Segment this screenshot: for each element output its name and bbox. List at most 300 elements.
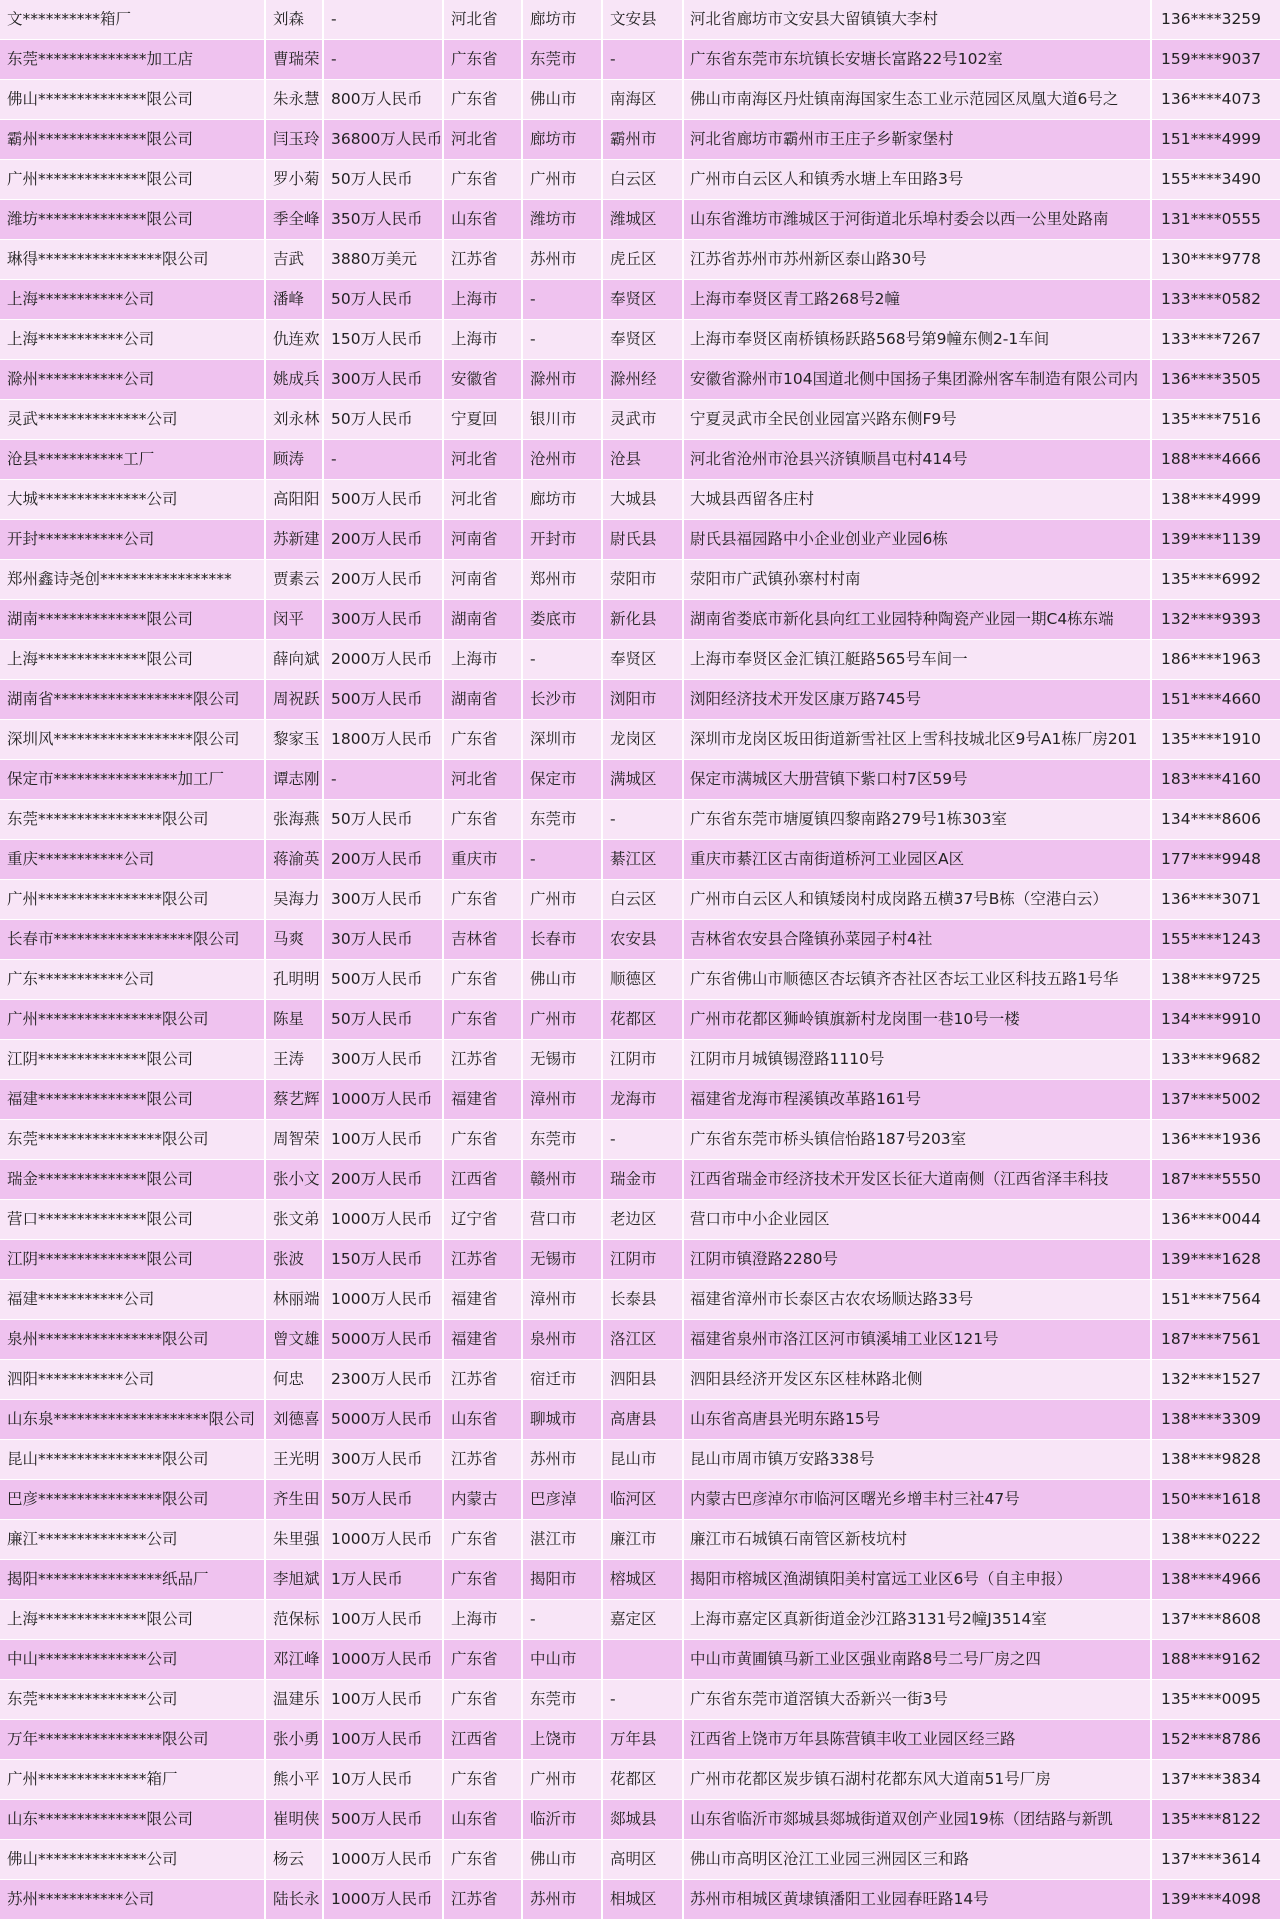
company-name-cell: 郑州鑫诗尧创*****************	[0, 560, 266, 599]
company-name-cell: 江阴**************限公司	[0, 1040, 266, 1079]
table-row	[0, 120, 1280, 160]
legal-person-cell: 温建乐	[266, 1680, 324, 1719]
company-name-cell: 东莞****************限公司	[0, 800, 266, 839]
table-row	[0, 760, 1280, 800]
city-cell: 郑州市	[523, 560, 603, 599]
table-row	[0, 1560, 1280, 1600]
city-cell: 廊坊市	[523, 0, 603, 39]
table-row	[0, 1440, 1280, 1480]
registered-capital-cell: 100万人民币	[324, 1680, 444, 1719]
company-name-cell: 广东***********公司	[0, 960, 266, 999]
province-cell: 江苏省	[444, 240, 523, 279]
province-cell: 吉林省	[444, 920, 523, 959]
province-cell: 安徽省	[444, 360, 523, 399]
district-cell: 灵武市	[603, 400, 684, 439]
address-cell: 广东省东莞市塘厦镇四黎南路279号1栋303室	[684, 800, 1152, 839]
district-cell: 高明区	[603, 1840, 684, 1879]
registered-capital-cell: 100万人民币	[324, 1720, 444, 1759]
address-cell: 深圳市龙岗区坂田街道新雪社区上雪科技城北区9号A1栋厂房201	[684, 720, 1152, 759]
legal-person-cell: 王涛	[266, 1040, 324, 1079]
address-cell: 福建省漳州市长泰区古农农场顺达路33号	[684, 1280, 1152, 1319]
phone-cell: 135****1910	[1161, 730, 1262, 748]
company-name-cell: 上海***********公司	[0, 280, 266, 319]
city-cell: 佛山市	[523, 960, 603, 999]
address-cell: 江西省瑞金市经济技术开发区长征大道南侧（江西省泽丰科技	[684, 1160, 1152, 1199]
table-row	[0, 1720, 1280, 1760]
phone-cell: 135****8122	[1161, 1810, 1262, 1828]
province-cell: 广东省	[444, 40, 523, 79]
phone-cell: 138****9725	[1161, 970, 1262, 988]
table-row	[0, 1200, 1280, 1240]
registered-capital-cell: 1000万人民币	[324, 1280, 444, 1319]
province-cell: 宁夏回	[444, 400, 523, 439]
table-row	[0, 1880, 1280, 1920]
table-row	[0, 1520, 1280, 1560]
city-cell: 苏州市	[523, 240, 603, 279]
legal-person-cell: 苏新建	[266, 520, 324, 559]
table-row	[0, 40, 1280, 80]
address-cell: 佛山市高明区沧江工业园三洲园区三和路	[684, 1840, 1152, 1879]
registered-capital-cell: 200万人民币	[324, 520, 444, 559]
address-cell: 广东省佛山市顺德区杏坛镇齐杏社区杏坛工业区科技五路1号华	[684, 960, 1152, 999]
registered-capital-cell: -	[324, 0, 444, 39]
province-cell: 江苏省	[444, 1040, 523, 1079]
address-cell: 内蒙古巴彦淖尔市临河区曙光乡增丰村三社47号	[684, 1480, 1152, 1519]
address-cell: 大城县西留各庄村	[684, 480, 1152, 519]
district-cell: -	[603, 1120, 684, 1159]
phone-cell: 188****4666	[1161, 450, 1262, 468]
phone-cell: 137****3614	[1161, 1850, 1262, 1868]
district-cell: 顺德区	[603, 960, 684, 999]
table-row	[0, 1320, 1280, 1360]
phone-cell: 133****9682	[1161, 1050, 1262, 1068]
registered-capital-cell: -	[324, 760, 444, 799]
city-cell: 无锡市	[523, 1240, 603, 1279]
address-cell: 福建省龙海市程溪镇改革路161号	[684, 1080, 1152, 1119]
registered-capital-cell: 5000万人民币	[324, 1400, 444, 1439]
phone-cell: 155****3490	[1161, 170, 1262, 188]
legal-person-cell: 刘德喜	[266, 1400, 324, 1439]
table-row	[0, 1840, 1280, 1880]
province-cell: 广东省	[444, 800, 523, 839]
legal-person-cell: 李旭斌	[266, 1560, 324, 1599]
province-cell: 福建省	[444, 1320, 523, 1359]
table-row	[0, 240, 1280, 280]
table-row	[0, 640, 1280, 680]
legal-person-cell: 朱里强	[266, 1520, 324, 1559]
registered-capital-cell: 800万人民币	[324, 80, 444, 119]
legal-person-cell: 陈星	[266, 1000, 324, 1039]
province-cell: 山东省	[444, 1800, 523, 1839]
company-name-cell: 大城**************公司	[0, 480, 266, 519]
table-row	[0, 200, 1280, 240]
phone-cell: 136****3505	[1161, 370, 1262, 388]
address-cell: 佛山市南海区丹灶镇南海国家生态工业示范园区凤凰大道6号之	[684, 80, 1152, 119]
legal-person-cell: 刘森	[266, 0, 324, 39]
legal-person-cell: 杨云	[266, 1840, 324, 1879]
legal-person-cell: 仇连欢	[266, 320, 324, 359]
city-cell: 漳州市	[523, 1080, 603, 1119]
district-cell: 老边区	[603, 1200, 684, 1239]
city-cell: 湛江市	[523, 1520, 603, 1559]
phone-cell: 132****1527	[1161, 1370, 1262, 1388]
city-cell: 泉州市	[523, 1320, 603, 1359]
district-cell: 奉贤区	[603, 320, 684, 359]
city-cell: 揭阳市	[523, 1560, 603, 1599]
province-cell: 广东省	[444, 1840, 523, 1879]
city-cell: 赣州市	[523, 1160, 603, 1199]
legal-person-cell: 张小勇	[266, 1720, 324, 1759]
company-name-cell: 万年****************限公司	[0, 1720, 266, 1759]
company-name-cell: 上海**************限公司	[0, 1600, 266, 1639]
address-cell: 广州市花都区炭步镇石湖村花都东风大道南51号厂房	[684, 1760, 1152, 1799]
legal-person-cell: 邓江峰	[266, 1640, 324, 1679]
district-cell: 昆山市	[603, 1440, 684, 1479]
company-name-cell: 文**********箱厂	[0, 0, 266, 39]
legal-person-cell: 何忠	[266, 1360, 324, 1399]
legal-person-cell: 谭志刚	[266, 760, 324, 799]
registered-capital-cell: 100万人民币	[324, 1600, 444, 1639]
province-cell: 广东省	[444, 160, 523, 199]
registered-capital-cell: 1000万人民币	[324, 1520, 444, 1559]
city-cell: 廊坊市	[523, 480, 603, 519]
address-cell: 江阴市月城镇锡澄路1110号	[684, 1040, 1152, 1079]
legal-person-cell: 黎家玉	[266, 720, 324, 759]
company-name-cell: 湖南省******************限公司	[0, 680, 266, 719]
address-cell: 福建省泉州市洛江区河市镇溪埔工业区121号	[684, 1320, 1152, 1359]
registered-capital-cell: 30万人民币	[324, 920, 444, 959]
table-row	[0, 1280, 1280, 1320]
company-name-cell: 上海**************限公司	[0, 640, 266, 679]
company-name-cell: 佛山**************限公司	[0, 80, 266, 119]
city-cell: 保定市	[523, 760, 603, 799]
table-row	[0, 1160, 1280, 1200]
district-cell: 高唐县	[603, 1400, 684, 1439]
legal-person-cell: 曾文雄	[266, 1320, 324, 1359]
legal-person-cell: 潘峰	[266, 280, 324, 319]
legal-person-cell: 王光明	[266, 1440, 324, 1479]
registered-capital-cell: 50万人民币	[324, 400, 444, 439]
registered-capital-cell: 150万人民币	[324, 320, 444, 359]
registered-capital-cell: 5000万人民币	[324, 1320, 444, 1359]
legal-person-cell: 贾素云	[266, 560, 324, 599]
district-cell: 万年县	[603, 1720, 684, 1759]
table-row	[0, 1680, 1280, 1720]
address-cell: 苏州市相城区黄埭镇潘阳工业园春旺路14号	[684, 1880, 1152, 1919]
registered-capital-cell: 500万人民币	[324, 480, 444, 519]
phone-cell: 132****9393	[1161, 610, 1262, 628]
district-cell: 花都区	[603, 1000, 684, 1039]
table-row	[0, 0, 1280, 40]
phone-cell: 159****9037	[1161, 50, 1262, 68]
province-cell: 广东省	[444, 960, 523, 999]
province-cell: 广东省	[444, 1640, 523, 1679]
table-row	[0, 320, 1280, 360]
district-cell: 江阴市	[603, 1040, 684, 1079]
table-row	[0, 880, 1280, 920]
address-cell: 江西省上饶市万年县陈营镇丰收工业园区经三路	[684, 1720, 1152, 1759]
district-cell: 相城区	[603, 1880, 684, 1919]
registered-capital-cell: 200万人民币	[324, 560, 444, 599]
district-cell: 虎丘区	[603, 240, 684, 279]
table-row	[0, 800, 1280, 840]
city-cell: 无锡市	[523, 1040, 603, 1079]
district-cell: 白云区	[603, 160, 684, 199]
province-cell: 江苏省	[444, 1880, 523, 1919]
legal-person-cell: 曹瑞荣	[266, 40, 324, 79]
table-row	[0, 1360, 1280, 1400]
legal-person-cell: 姚成兵	[266, 360, 324, 399]
registered-capital-cell: 50万人民币	[324, 1000, 444, 1039]
table-row	[0, 1480, 1280, 1520]
address-cell: 昆山市周市镇万安路338号	[684, 1440, 1152, 1479]
company-name-cell: 山东泉********************限公司	[0, 1400, 266, 1439]
address-cell: 广州市白云区人和镇矮岗村成岗路五横37号B栋（空港白云）	[684, 880, 1152, 919]
province-cell: 江苏省	[444, 1440, 523, 1479]
company-name-cell: 福建***********公司	[0, 1280, 266, 1319]
district-cell: 花都区	[603, 1760, 684, 1799]
province-cell: 福建省	[444, 1080, 523, 1119]
phone-cell: 151****4660	[1161, 690, 1262, 708]
phone-cell: 138****3309	[1161, 1410, 1262, 1428]
phone-cell: 136****3071	[1161, 890, 1262, 908]
district-cell: 白云区	[603, 880, 684, 919]
company-name-cell: 揭阳****************纸品厂	[0, 1560, 266, 1599]
registered-capital-cell: -	[324, 40, 444, 79]
legal-person-cell: 周智荣	[266, 1120, 324, 1159]
province-cell: 上海市	[444, 1600, 523, 1639]
registered-capital-cell: 200万人民币	[324, 840, 444, 879]
district-cell: 廉江市	[603, 1520, 684, 1559]
city-cell: 漳州市	[523, 1280, 603, 1319]
table-row	[0, 160, 1280, 200]
registered-capital-cell: 300万人民币	[324, 1040, 444, 1079]
phone-cell: 136****0044	[1161, 1210, 1262, 1228]
legal-person-cell: 熊小平	[266, 1760, 324, 1799]
legal-person-cell: 齐生田	[266, 1480, 324, 1519]
table-row	[0, 280, 1280, 320]
province-cell: 河北省	[444, 760, 523, 799]
city-cell: 东莞市	[523, 1120, 603, 1159]
registered-capital-cell: 1000万人民币	[324, 1640, 444, 1679]
table-row	[0, 1080, 1280, 1120]
company-name-cell: 沧县***********工厂	[0, 440, 266, 479]
city-cell: 广州市	[523, 160, 603, 199]
company-name-cell: 上海***********公司	[0, 320, 266, 359]
registered-capital-cell: 1000万人民币	[324, 1840, 444, 1879]
address-cell: 山东省潍坊市潍城区于河街道北乐埠村委会以西一公里处路南	[684, 200, 1152, 239]
city-cell: 滁州市	[523, 360, 603, 399]
province-cell: 江苏省	[444, 1360, 523, 1399]
registered-capital-cell: 500万人民币	[324, 1800, 444, 1839]
registered-capital-cell: 500万人民币	[324, 680, 444, 719]
province-cell: 湖南省	[444, 680, 523, 719]
phone-cell: 134****8606	[1161, 810, 1262, 828]
province-cell: 河北省	[444, 0, 523, 39]
phone-cell: 139****1628	[1161, 1250, 1262, 1268]
table-row	[0, 1120, 1280, 1160]
legal-person-cell: 闵平	[266, 600, 324, 639]
district-cell	[603, 1640, 684, 1679]
district-cell: 郯城县	[603, 1800, 684, 1839]
address-cell: 上海市奉贤区金汇镇江艇路565号车间一	[684, 640, 1152, 679]
company-name-cell: 灵武**************公司	[0, 400, 266, 439]
company-name-cell: 开封***********公司	[0, 520, 266, 559]
legal-person-cell: 刘永林	[266, 400, 324, 439]
address-cell: 廉江市石城镇石南管区新枝坑村	[684, 1520, 1152, 1559]
city-cell: 巴彦淖	[523, 1480, 603, 1519]
legal-person-cell: 薛向斌	[266, 640, 324, 679]
province-cell: 江西省	[444, 1720, 523, 1759]
phone-cell: 151****4999	[1161, 130, 1262, 148]
registered-capital-cell: 500万人民币	[324, 960, 444, 999]
legal-person-cell: 闫玉玲	[266, 120, 324, 159]
district-cell: 潍城区	[603, 200, 684, 239]
registered-capital-cell: 300万人民币	[324, 360, 444, 399]
registered-capital-cell: 300万人民币	[324, 600, 444, 639]
district-cell: 大城县	[603, 480, 684, 519]
legal-person-cell: 季全峰	[266, 200, 324, 239]
address-cell: 中山市黄圃镇马新工业区强业南路8号二号厂房之四	[684, 1640, 1152, 1679]
district-cell: -	[603, 40, 684, 79]
registered-capital-cell: 300万人民币	[324, 1440, 444, 1479]
table-row	[0, 440, 1280, 480]
company-name-cell: 湖南**************限公司	[0, 600, 266, 639]
city-cell: 苏州市	[523, 1440, 603, 1479]
registered-capital-cell: 1000万人民币	[324, 1880, 444, 1919]
legal-person-cell: 周祝跃	[266, 680, 324, 719]
legal-person-cell: 罗小菊	[266, 160, 324, 199]
district-cell: 奉贤区	[603, 640, 684, 679]
legal-person-cell: 孔明明	[266, 960, 324, 999]
table-row	[0, 560, 1280, 600]
legal-person-cell: 马爽	[266, 920, 324, 959]
phone-cell: 137****3834	[1161, 1770, 1262, 1788]
company-name-cell: 滁州***********公司	[0, 360, 266, 399]
company-name-cell: 瑞金**************限公司	[0, 1160, 266, 1199]
city-cell: -	[523, 280, 603, 319]
province-cell: 福建省	[444, 1280, 523, 1319]
city-cell: 深圳市	[523, 720, 603, 759]
city-cell: -	[523, 840, 603, 879]
table-row	[0, 80, 1280, 120]
company-name-cell: 苏州***********公司	[0, 1880, 266, 1919]
city-cell: 宿迁市	[523, 1360, 603, 1399]
registered-capital-cell: 2000万人民币	[324, 640, 444, 679]
province-cell: 湖南省	[444, 600, 523, 639]
registered-capital-cell: 50万人民币	[324, 280, 444, 319]
address-cell: 山东省临沂市郯城县郯城街道双创产业园19栋（团结路与新凯	[684, 1800, 1152, 1839]
legal-person-cell: 吉武	[266, 240, 324, 279]
company-name-cell: 重庆***********公司	[0, 840, 266, 879]
address-cell: 广东省东莞市东坑镇长安塘长富路22号102室	[684, 40, 1152, 79]
legal-person-cell: 张文弟	[266, 1200, 324, 1239]
province-cell: 江苏省	[444, 1240, 523, 1279]
province-cell: 河北省	[444, 120, 523, 159]
registered-capital-cell: 200万人民币	[324, 1160, 444, 1199]
table-row	[0, 1800, 1280, 1840]
phone-cell: 151****7564	[1161, 1290, 1262, 1308]
district-cell: 泗阳县	[603, 1360, 684, 1399]
district-cell: -	[603, 800, 684, 839]
phone-cell: 183****4160	[1161, 770, 1262, 788]
phone-cell: 138****9828	[1161, 1450, 1262, 1468]
phone-cell: 131****0555	[1161, 210, 1262, 228]
registered-capital-cell: 50万人民币	[324, 800, 444, 839]
registered-capital-cell: 2300万人民币	[324, 1360, 444, 1399]
company-name-cell: 广州****************限公司	[0, 1000, 266, 1039]
city-cell: 苏州市	[523, 1880, 603, 1919]
province-cell: 江西省	[444, 1160, 523, 1199]
phone-cell: 186****1963	[1161, 650, 1262, 668]
city-cell: 潍坊市	[523, 200, 603, 239]
table-row	[0, 920, 1280, 960]
legal-person-cell: 高阳阳	[266, 480, 324, 519]
company-name-cell: 东莞**************加工店	[0, 40, 266, 79]
table-row	[0, 360, 1280, 400]
district-cell: 龙海市	[603, 1080, 684, 1119]
table-row	[0, 400, 1280, 440]
legal-person-cell: 蔡艺辉	[266, 1080, 324, 1119]
address-cell: 揭阳市榕城区渔湖镇阳美村富远工业区6号（自主申报）	[684, 1560, 1152, 1599]
province-cell: 广东省	[444, 1000, 523, 1039]
city-cell: 广州市	[523, 1000, 603, 1039]
city-cell: 东莞市	[523, 1680, 603, 1719]
company-name-cell: 昆山****************限公司	[0, 1440, 266, 1479]
company-name-cell: 佛山**************公司	[0, 1840, 266, 1879]
registered-capital-cell: 300万人民币	[324, 880, 444, 919]
province-cell: 上海市	[444, 280, 523, 319]
registered-capital-cell: 50万人民币	[324, 160, 444, 199]
company-name-cell: 泗阳***********公司	[0, 1360, 266, 1399]
phone-cell: 138****0222	[1161, 1530, 1262, 1548]
city-cell: 佛山市	[523, 80, 603, 119]
province-cell: 重庆市	[444, 840, 523, 879]
address-cell: 山东省高唐县光明东路15号	[684, 1400, 1152, 1439]
company-name-cell: 营口**************限公司	[0, 1200, 266, 1239]
phone-cell: 133****0582	[1161, 290, 1262, 308]
city-cell: 长沙市	[523, 680, 603, 719]
province-cell: 河南省	[444, 560, 523, 599]
district-cell: -	[603, 1680, 684, 1719]
registered-capital-cell: 36800万人民币	[324, 120, 444, 159]
address-cell: 江苏省苏州市苏州新区泰山路30号	[684, 240, 1152, 279]
district-cell: 嘉定区	[603, 1600, 684, 1639]
legal-person-cell: 范保标	[266, 1600, 324, 1639]
phone-cell: 139****4098	[1161, 1890, 1262, 1908]
address-cell: 湖南省娄底市新化县向红工业园特种陶瓷产业园一期C4栋东端	[684, 600, 1152, 639]
province-cell: 广东省	[444, 1760, 523, 1799]
legal-person-cell: 朱永慧	[266, 80, 324, 119]
phone-cell: 133****7267	[1161, 330, 1262, 348]
legal-person-cell: 吴海力	[266, 880, 324, 919]
district-cell: 南海区	[603, 80, 684, 119]
address-cell: 重庆市綦江区古南街道桥河工业园区A区	[684, 840, 1152, 879]
phone-cell: 138****4966	[1161, 1570, 1262, 1588]
company-name-cell: 廉江**************公司	[0, 1520, 266, 1559]
district-cell: 临河区	[603, 1480, 684, 1519]
district-cell: 尉氏县	[603, 520, 684, 559]
company-name-cell: 深圳风******************限公司	[0, 720, 266, 759]
legal-person-cell: 蒋渝英	[266, 840, 324, 879]
legal-person-cell: 陆长永	[266, 1880, 324, 1919]
registered-capital-cell: -	[324, 440, 444, 479]
company-name-cell: 福建**************限公司	[0, 1080, 266, 1119]
phone-cell: 137****8608	[1161, 1610, 1262, 1628]
phone-cell: 150****1618	[1161, 1490, 1262, 1508]
address-cell: 广东省东莞市桥头镇信怡路187号203室	[684, 1120, 1152, 1159]
district-cell: 沧县	[603, 440, 684, 479]
